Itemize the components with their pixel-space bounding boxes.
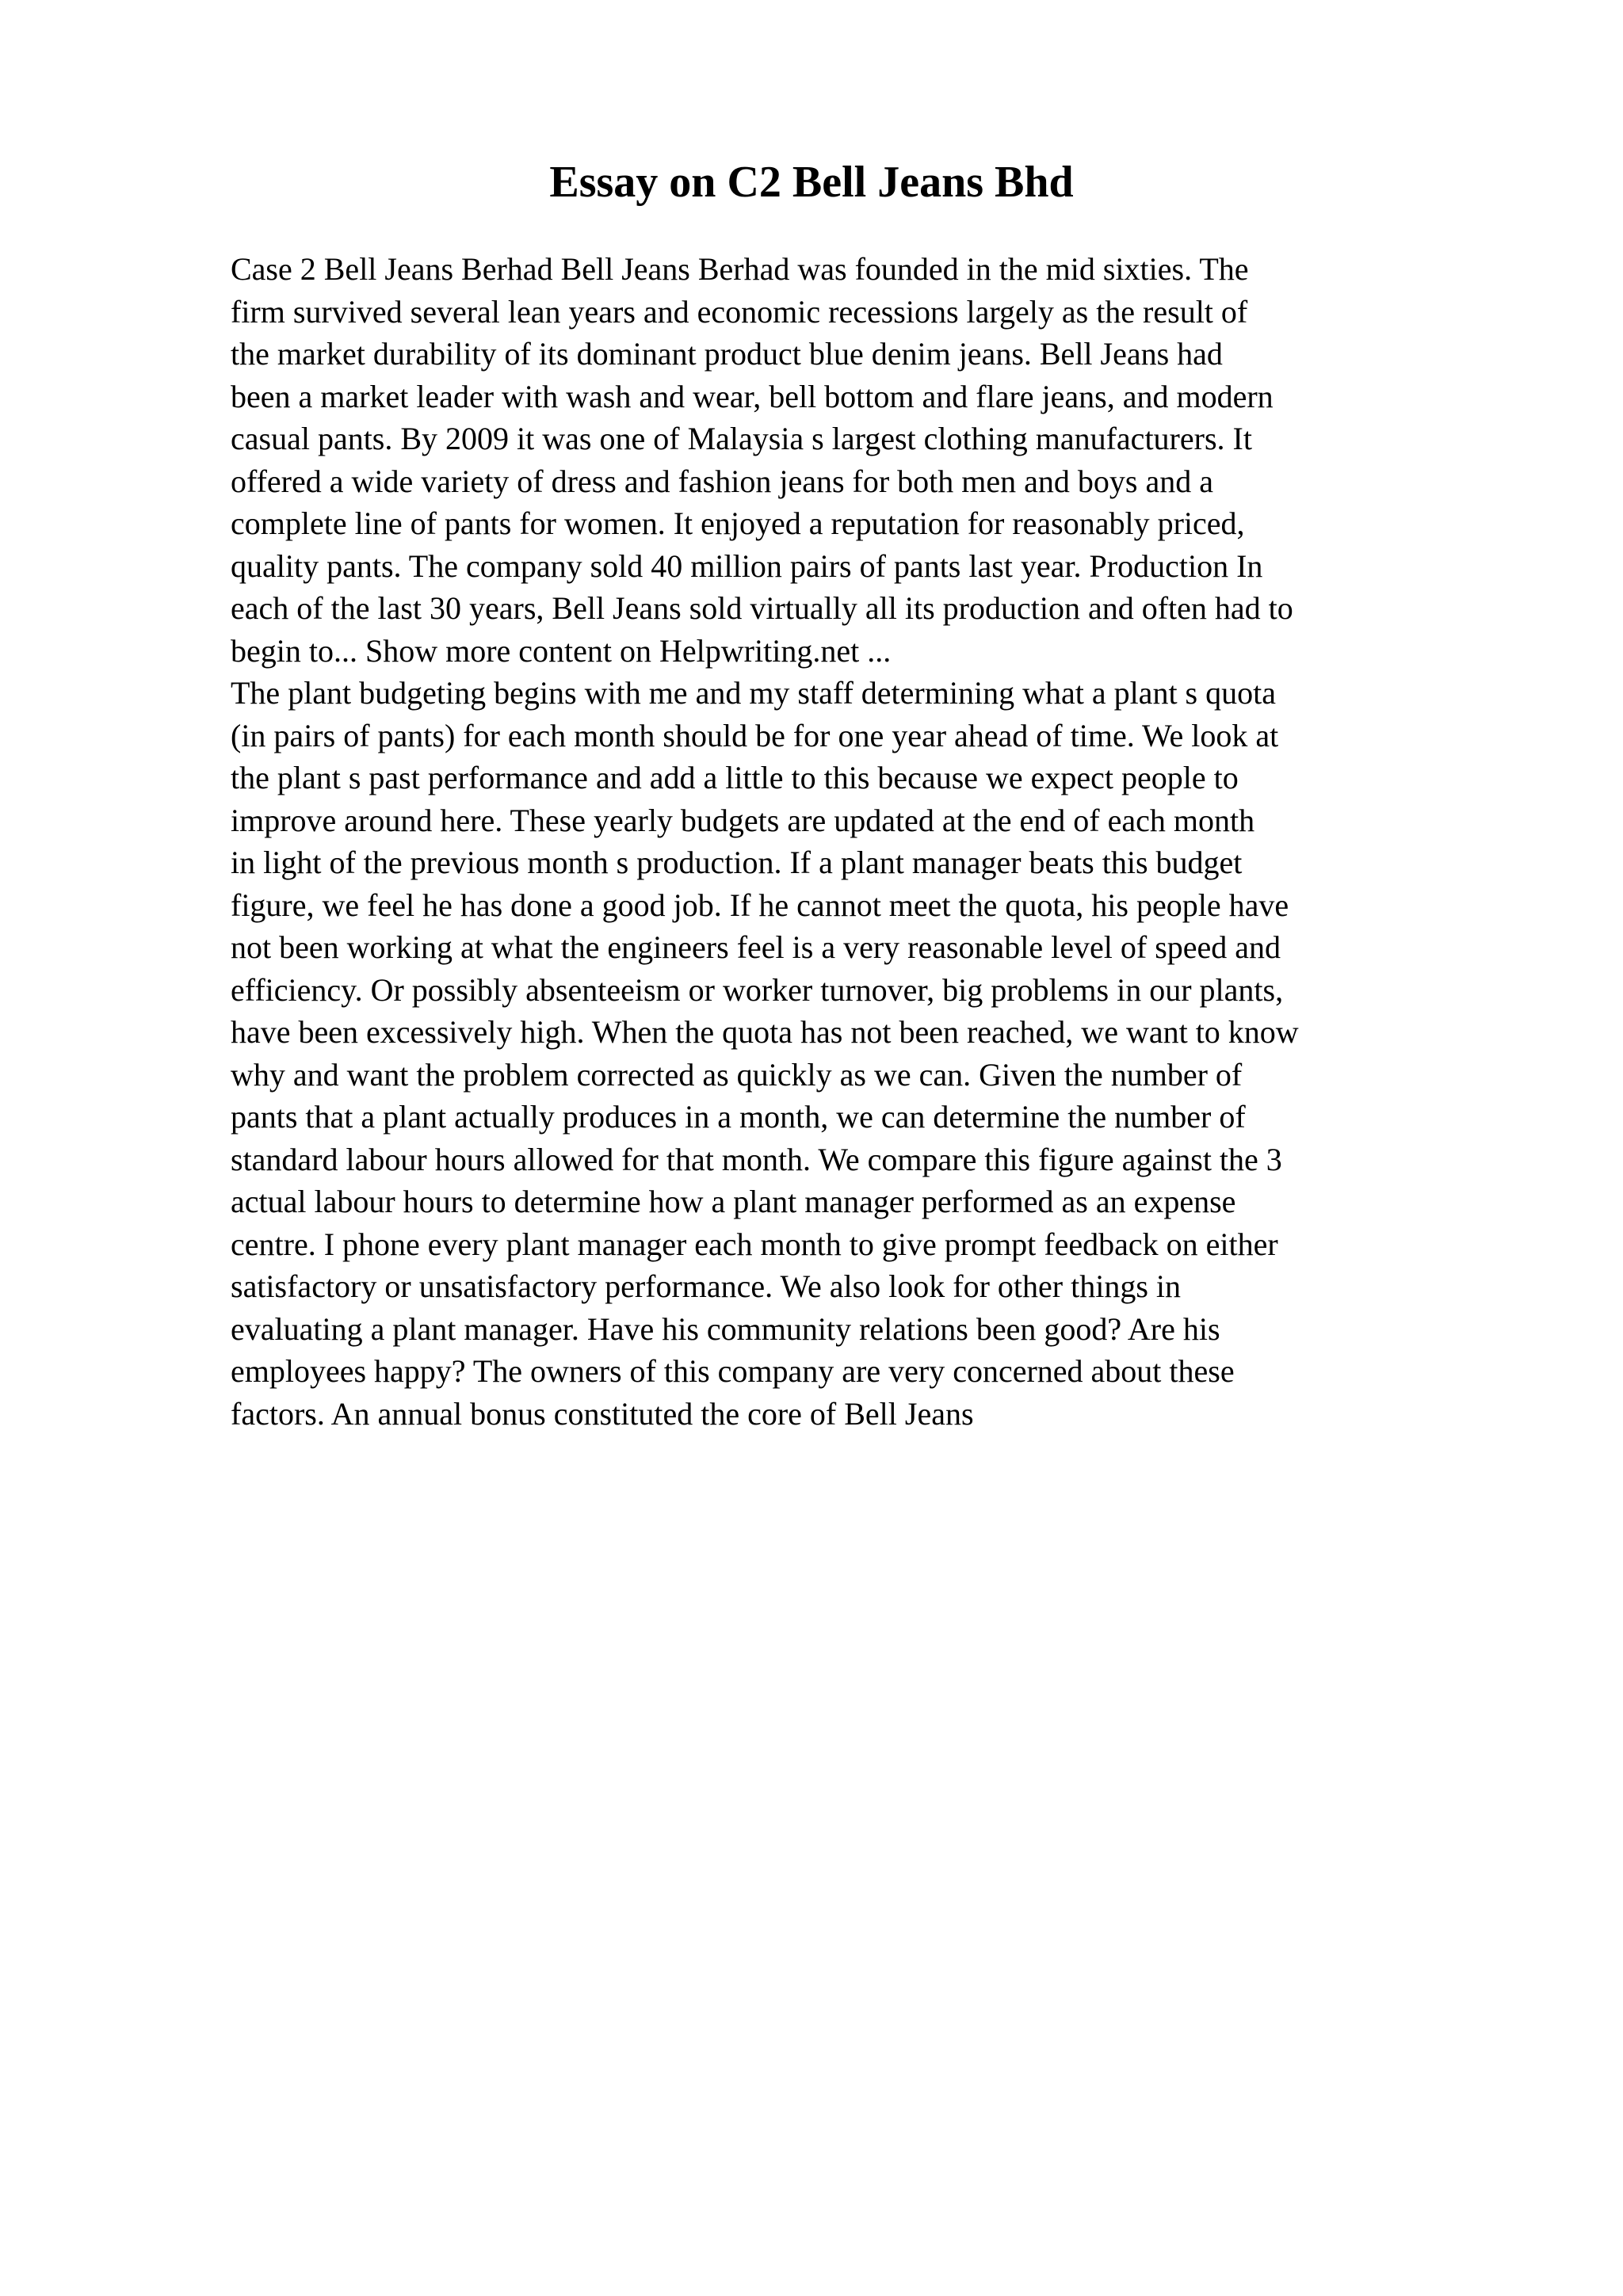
body-text-line: the market durability of its dominant product blue denim jeans. Bell Jeans had [231,336,1223,372]
body-text-line: employees happy? The owners of this company are very concerned about these [231,1353,1235,1389]
body-text-line: offered a wide variety of dress and fashion jeans for both men and boys and a [231,463,1213,499]
document-title: Essay on C2 Bell Jeans Bhd [549,158,1074,207]
body-text-line: satisfactory or unsatisfactory performance. We also look for other things in [231,1268,1182,1304]
body-text-line: casual pants. By 2009 it was one of Malaysia s largest clothing manufacturers. It [231,421,1252,456]
body-text-line: been a market leader with wash and wear, bell bottom and flare jeans, and modern [231,378,1274,414]
body-text-line: The plant budgeting begins with me and my staff determining what a plant s quota [231,675,1276,711]
body-text-line: evaluating a plant manager. Have his community relations been good? Are his [231,1310,1220,1347]
body-text-line: pants that a plant actually produces in a month, we can determine the number of [231,1099,1246,1135]
document-body [231,248,1507,1435]
body-text-line: complete line of pants for women. It enjoyed a reputation for reasonably priced, [231,505,1245,541]
body-text-line: factors. An annual bonus constituted the core of Bell Jeans [231,1395,974,1432]
body-text-line: figure, we feel he has done a good job. If he cannot meet the quota, his people have [231,887,1289,923]
body-text-line: the plant s past performance and add a little to this because we expect people to [231,760,1239,795]
body-text-line: Case 2 Bell Jeans Berhad Bell Jeans Berhad was founded in the mid sixties. The [231,251,1249,287]
body-text-line: why and want the problem corrected as quickly as we can. Given the number of [231,1056,1243,1093]
body-text-line: have been excessively high. When the quota has not been reached, we want to know [231,1014,1299,1050]
body-text-line: efficiency. Or possibly absenteeism or worker turnover, big problems in our plants, [231,971,1284,1008]
body-text-line: not been working at what the engineers feel is a very reasonable level of speed and [231,929,1281,965]
body-text-line: centre. I phone every plant manager each month to give prompt feedback on either [231,1226,1278,1262]
body-text-line: standard labour hours allowed for that month. We compare this figure against the 3 [231,1141,1282,1177]
body-text-line: quality pants. The company sold 40 million pairs of pants last year. Production In [231,547,1263,584]
body-text-line: each of the last 30 years, Bell Jeans sold virtually all its production and often had to [231,590,1293,626]
body-text-line: firm survived several lean years and economic recessions largely as the result of [231,293,1248,330]
body-text-line: (in pairs of pants) for each month should be for one year ahead of time. We look at [231,717,1279,753]
body-text-line: actual labour hours to determine how a plant manager performed as an expense [231,1184,1236,1219]
body-text-line: begin to... Show more content on Helpwriting.net ... [231,632,892,669]
body-text-line: improve around here. These yearly budgets are updated at the end of each month [231,802,1255,838]
body-text-line: in light of the previous month s production. If a plant manager beats this budget [231,845,1243,880]
